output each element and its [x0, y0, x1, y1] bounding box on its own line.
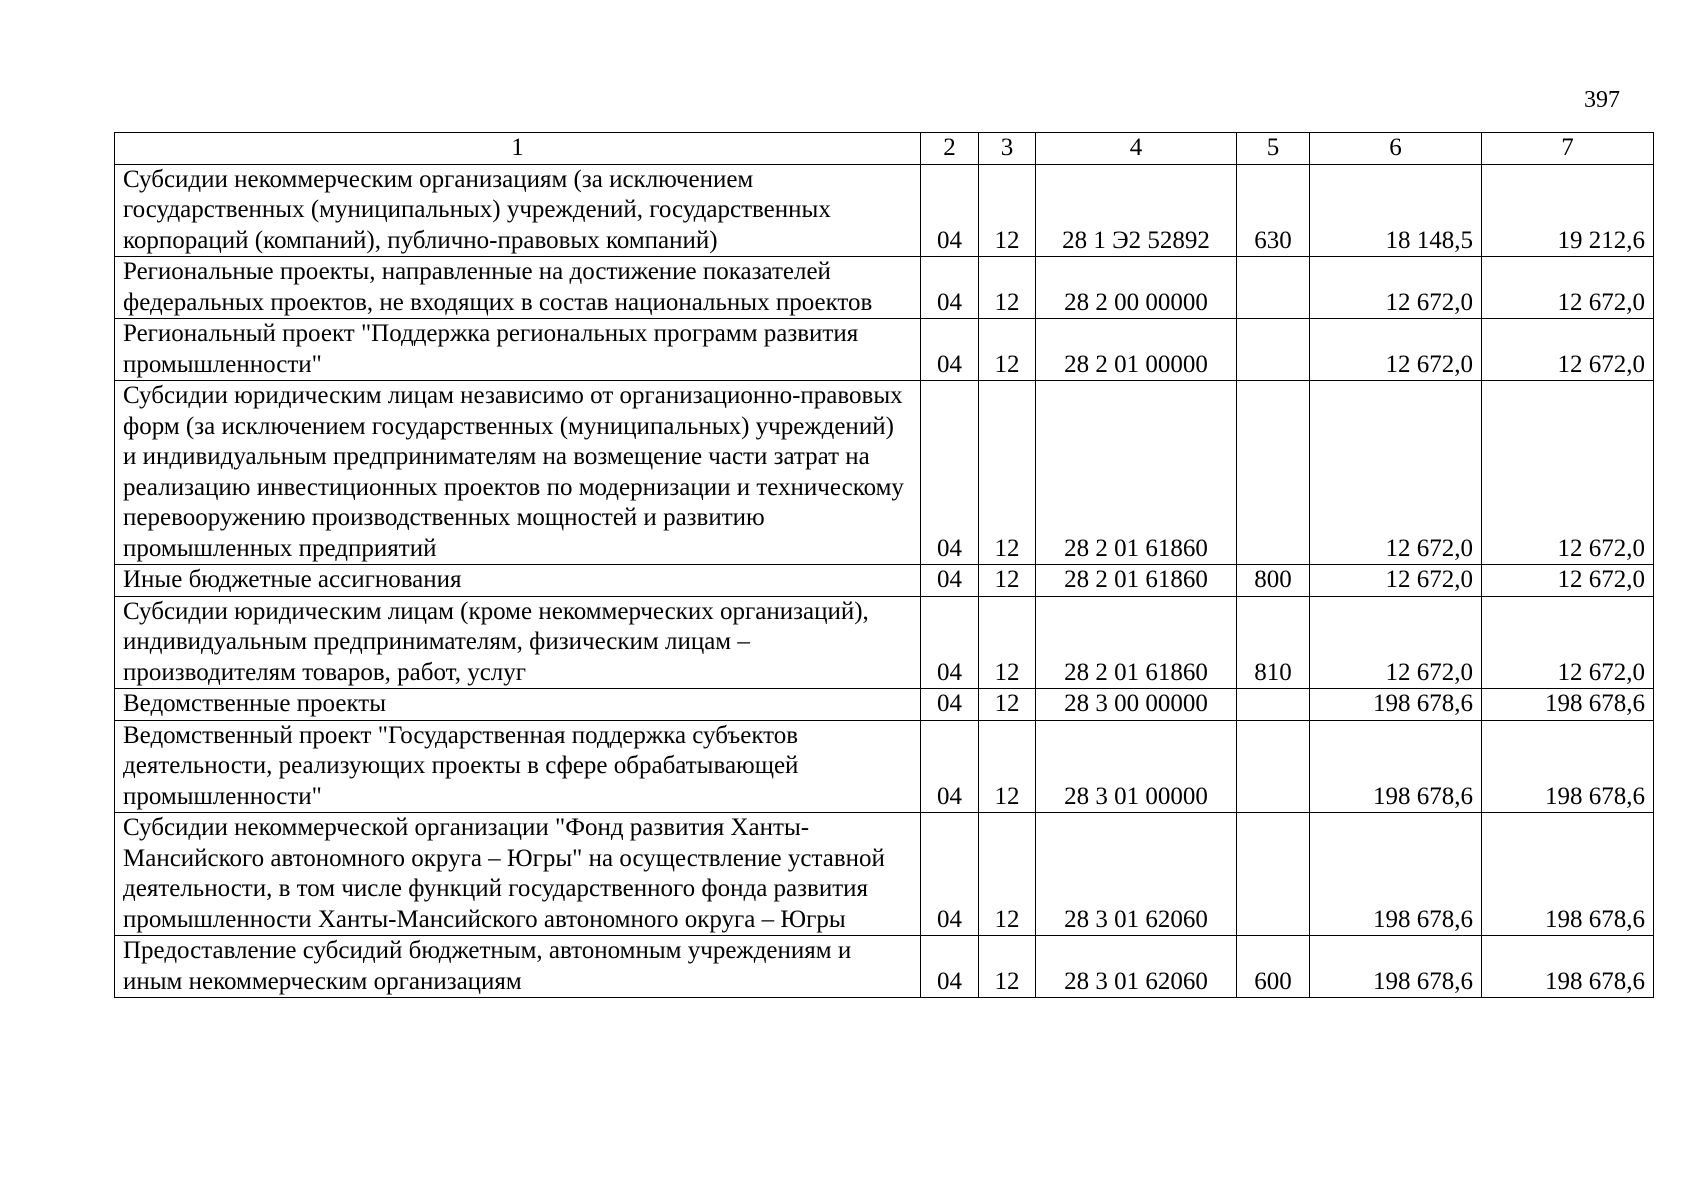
- subsection-code: 12: [979, 164, 1036, 257]
- target-article: 28 3 01 00000: [1036, 720, 1237, 813]
- target-article: 28 3 00 00000: [1036, 689, 1237, 721]
- expense-type: [1237, 720, 1310, 813]
- amount-col-6: 198 678,6: [1310, 720, 1482, 813]
- table-body: [115, 133, 1654, 998]
- amount-col-7: 198 678,6: [1482, 689, 1654, 721]
- header-col-1: 1: [115, 133, 921, 165]
- amount-col-7: 198 678,6: [1482, 936, 1654, 998]
- item-name: Региональные проекты, направленные на достижение показателей федеральных проектов, не входящих в состав национальных проектов: [115, 257, 921, 319]
- target-article: 28 2 01 00000: [1036, 319, 1237, 381]
- section-code: 04: [921, 565, 979, 597]
- subsection-code: 12: [979, 689, 1036, 721]
- target-article: 28 2 00 00000: [1036, 257, 1237, 319]
- amount-col-7: 198 678,6: [1482, 813, 1654, 936]
- budget-table: [114, 132, 1654, 998]
- amount-col-6: 12 672,0: [1310, 565, 1482, 597]
- subsection-code: 12: [979, 257, 1036, 319]
- subsection-code: 12: [979, 720, 1036, 813]
- item-name: Предоставление субсидий бюджетным, автономным учреждениям и иным некоммерческим организациям: [115, 936, 921, 998]
- subsection-code: 12: [979, 319, 1036, 381]
- amount-col-6: 12 672,0: [1310, 381, 1482, 565]
- expense-type: 810: [1237, 596, 1310, 689]
- expense-type: 600: [1237, 936, 1310, 998]
- expense-type: [1237, 689, 1310, 721]
- amount-col-7: 12 672,0: [1482, 381, 1654, 565]
- table-header-row: [115, 133, 1654, 165]
- header-col-6: 6: [1310, 133, 1482, 165]
- amount-col-7: 12 672,0: [1482, 319, 1654, 381]
- table-row: [115, 164, 1654, 257]
- amount-col-6: 12 672,0: [1310, 596, 1482, 689]
- amount-col-6: 12 672,0: [1310, 319, 1482, 381]
- subsection-code: 12: [979, 813, 1036, 936]
- amount-col-6: 198 678,6: [1310, 813, 1482, 936]
- table-row: [115, 381, 1654, 565]
- table-row: [115, 319, 1654, 381]
- subsection-code: 12: [979, 936, 1036, 998]
- target-article: 28 3 01 62060: [1036, 813, 1237, 936]
- item-name: Иные бюджетные ассигнования: [115, 565, 921, 597]
- target-article: 28 2 01 61860: [1036, 565, 1237, 597]
- expense-type: [1237, 257, 1310, 319]
- expense-type: [1237, 381, 1310, 565]
- table-row: [115, 689, 1654, 721]
- item-name: Ведомственный проект "Государственная поддержка субъектов деятельности, реализующих проекты в сфере обрабатывающей промышленности": [115, 720, 921, 813]
- table-row: [115, 257, 1654, 319]
- expense-type: [1237, 319, 1310, 381]
- table-row: [115, 936, 1654, 998]
- table-row: [115, 720, 1654, 813]
- subsection-code: 12: [979, 381, 1036, 565]
- target-article: 28 2 01 61860: [1036, 596, 1237, 689]
- target-article: 28 1 Э2 52892: [1036, 164, 1237, 257]
- table-row: [115, 565, 1654, 597]
- expense-type: 630: [1237, 164, 1310, 257]
- section-code: 04: [921, 813, 979, 936]
- subsection-code: 12: [979, 596, 1036, 689]
- header-col-2: 2: [921, 133, 979, 165]
- section-code: 04: [921, 596, 979, 689]
- section-code: 04: [921, 164, 979, 257]
- expense-type: 800: [1237, 565, 1310, 597]
- section-code: 04: [921, 720, 979, 813]
- item-name: Региональный проект "Поддержка региональных программ развития промышленности": [115, 319, 921, 381]
- section-code: 04: [921, 257, 979, 319]
- section-code: 04: [921, 381, 979, 565]
- header-col-7: 7: [1482, 133, 1654, 165]
- amount-col-6: 198 678,6: [1310, 936, 1482, 998]
- section-code: 04: [921, 936, 979, 998]
- table-row: [115, 813, 1654, 936]
- header-col-4: 4: [1036, 133, 1237, 165]
- table-row: [115, 596, 1654, 689]
- amount-col-6: 198 678,6: [1310, 689, 1482, 721]
- expense-type: [1237, 813, 1310, 936]
- section-code: 04: [921, 319, 979, 381]
- header-col-3: 3: [979, 133, 1036, 165]
- item-name: Субсидии юридическим лицам (кроме некоммерческих организаций), индивидуальным предпринимателям, физическим лицам – производителям товаров, работ, услуг: [115, 596, 921, 689]
- amount-col-7: 198 678,6: [1482, 720, 1654, 813]
- amount-col-7: 12 672,0: [1482, 257, 1654, 319]
- header-col-5: 5: [1237, 133, 1310, 165]
- amount-col-7: 19 212,6: [1482, 164, 1654, 257]
- amount-col-7: 12 672,0: [1482, 565, 1654, 597]
- item-name: Субсидии юридическим лицам независимо от организационно-правовых форм (за исключением государственных (муниципальных) учреждений) и индивидуальным предпринимателям на возмещение части затрат на реализацию инвестиционных проектов по модернизации и техническому перевооружению производственных мощностей и развитию промышленных предприятий: [115, 381, 921, 565]
- amount-col-7: 12 672,0: [1482, 596, 1654, 689]
- subsection-code: 12: [979, 565, 1036, 597]
- item-name: Субсидии некоммерческой организации "Фонд развития Ханты-Мансийского автономного округа – Югры" на осуществление уставной деятельности, в том числе функций государственного фонда развития промышленности Ханты-Мансийского автономного округа – Югры: [115, 813, 921, 936]
- page-number: 397: [1584, 87, 1620, 113]
- target-article: 28 3 01 62060: [1036, 936, 1237, 998]
- section-code: 04: [921, 689, 979, 721]
- amount-col-6: 12 672,0: [1310, 257, 1482, 319]
- item-name: Субсидии некоммерческим организациям (за исключением государственных (муниципальных) учреждений, государственных корпораций (компаний), публично-правовых компаний): [115, 164, 921, 257]
- item-name: Ведомственные проекты: [115, 689, 921, 721]
- amount-col-6: 18 148,5: [1310, 164, 1482, 257]
- target-article: 28 2 01 61860: [1036, 381, 1237, 565]
